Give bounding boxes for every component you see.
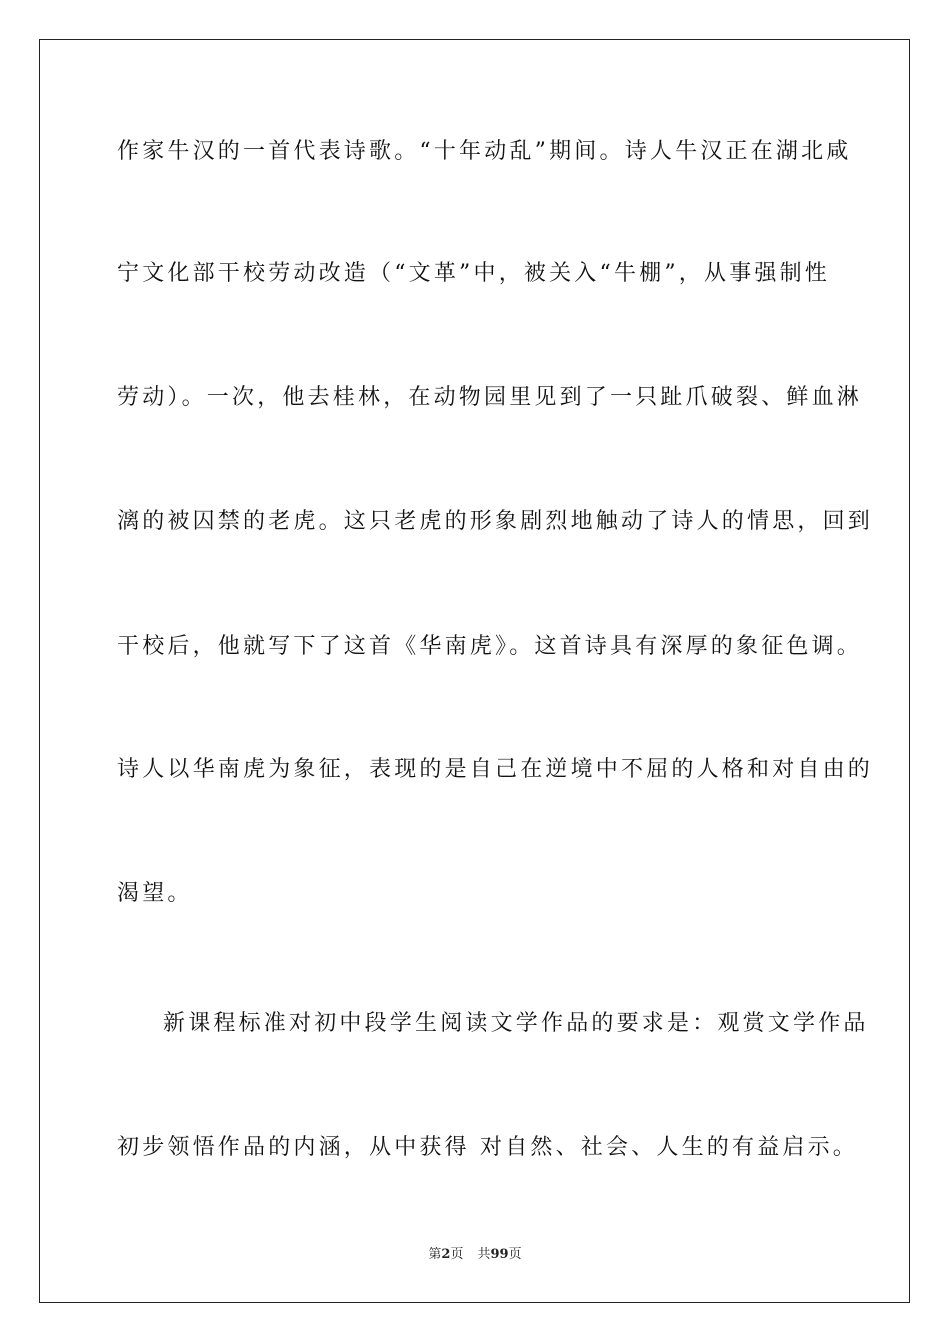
body-line-7: 渴望。 <box>117 881 193 906</box>
body-line-2: 宁文化部干校劳动改造（“文革”中，被关入“牛棚”，从事强制性 <box>117 261 830 286</box>
total-pages: 99 <box>490 1247 509 1262</box>
page-number: 2 <box>441 1247 451 1262</box>
total-suffix: 页 <box>508 1247 522 1262</box>
body-line-4: 漓的被囚禁的老虎。这只老虎的形象剧烈地触动了诗人的情思，回到 <box>117 509 874 534</box>
page-footer <box>0 1246 950 1264</box>
body-line-6: 诗人以华南虎为象征，表现的是自己在逆境中不屈的人格和对自由的 <box>117 757 874 782</box>
page-border <box>39 39 910 1303</box>
body-line-9: 初步领悟作品的内涵，从中获得 对自然、社会、人生的有益启示。 <box>117 1135 858 1160</box>
page-prefix: 第 <box>428 1247 442 1262</box>
total-prefix: 共 <box>477 1247 491 1262</box>
body-line-8-paragraph-start: 新课程标准对初中段学生阅读文学作品的要求是：观赏文学作品 <box>163 1011 869 1036</box>
body-line-5: 干校后，他就写下了这首《华南虎》。这首诗具有深厚的象征色调。 <box>117 634 863 659</box>
body-line-1: 作家牛汉的一首代表诗歌。“十年动乱”期间。诗人牛汉正在湖北咸 <box>117 139 852 164</box>
page-suffix: 页 <box>450 1247 464 1262</box>
body-line-3: 劳动）。一次，他去桂林，在动物园里见到了一只趾爪破裂、鲜血淋 <box>117 385 863 410</box>
